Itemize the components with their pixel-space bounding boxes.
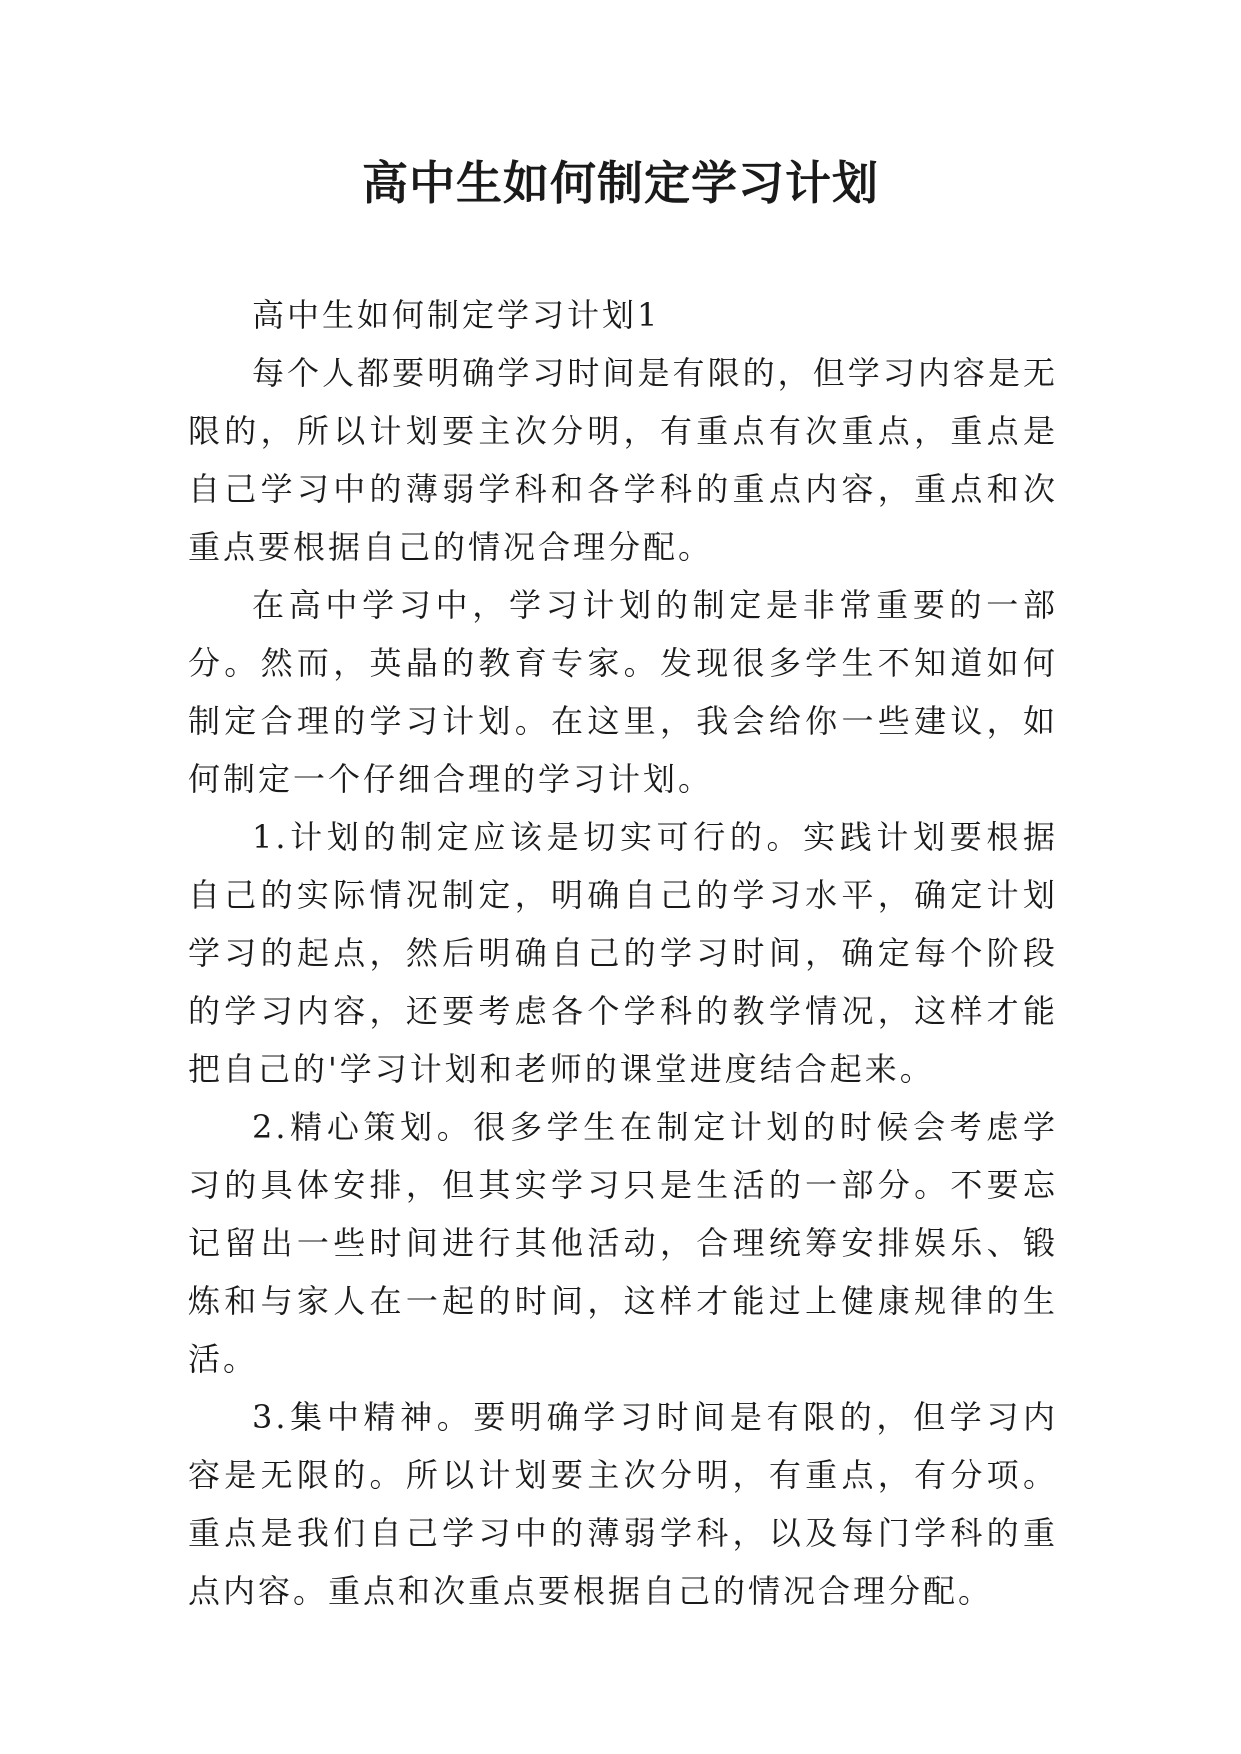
paragraph: 1.计划的制定应该是切实可行的。实践计划要根据自己的实际情况制定，明确自己的学习水平，确定计划学习的起点，然后明确自己的学习时间，确定每个阶段的学习内容，还要考虑各个学科的教学情况，这样才能把自己的'学习计划和老师的课堂进度结合起来。 <box>188 818 1058 1088</box>
paragraph: 3.集中精神。要明确学习时间是有限的，但学习内容是无限的。所以计划要主次分明，有重点，有分项。重点是我们自己学习中的薄弱学科，以及每门学科的重点内容。重点和次重点要根据自己的情况合理分配。 <box>188 1398 1058 1610</box>
paragraph: 每个人都要明确学习时间是有限的，但学习内容是无限的，所以计划要主次分明，有重点有次重点，重点是自己学习中的薄弱学科和各学科的重点内容，重点和次重点要根据自己的情况合理分配。 <box>188 354 1058 566</box>
paragraph: 在高中学习中，学习计划的制定是非常重要的一部分。然而，英晶的教育专家。发现很多学生不知道如何制定合理的学习计划。在这里，我会给你一些建议，如何制定一个仔细合理的学习计划。 <box>188 586 1058 798</box>
document-body <box>188 286 1058 1620</box>
paragraph: 2.精心策划。很多学生在制定计划的时候会考虑学习的具体安排，但其实学习只是生活的一部分。不要忘记留出一些时间进行其他活动，合理统筹安排娱乐、锻炼和与家人在一起的时间，这样才能过上健康规律的生活。 <box>188 1108 1058 1378</box>
document-title: 高中生如何制定学习计划 <box>362 156 879 210</box>
section-heading: 高中生如何制定学习计划1 <box>252 296 661 334</box>
